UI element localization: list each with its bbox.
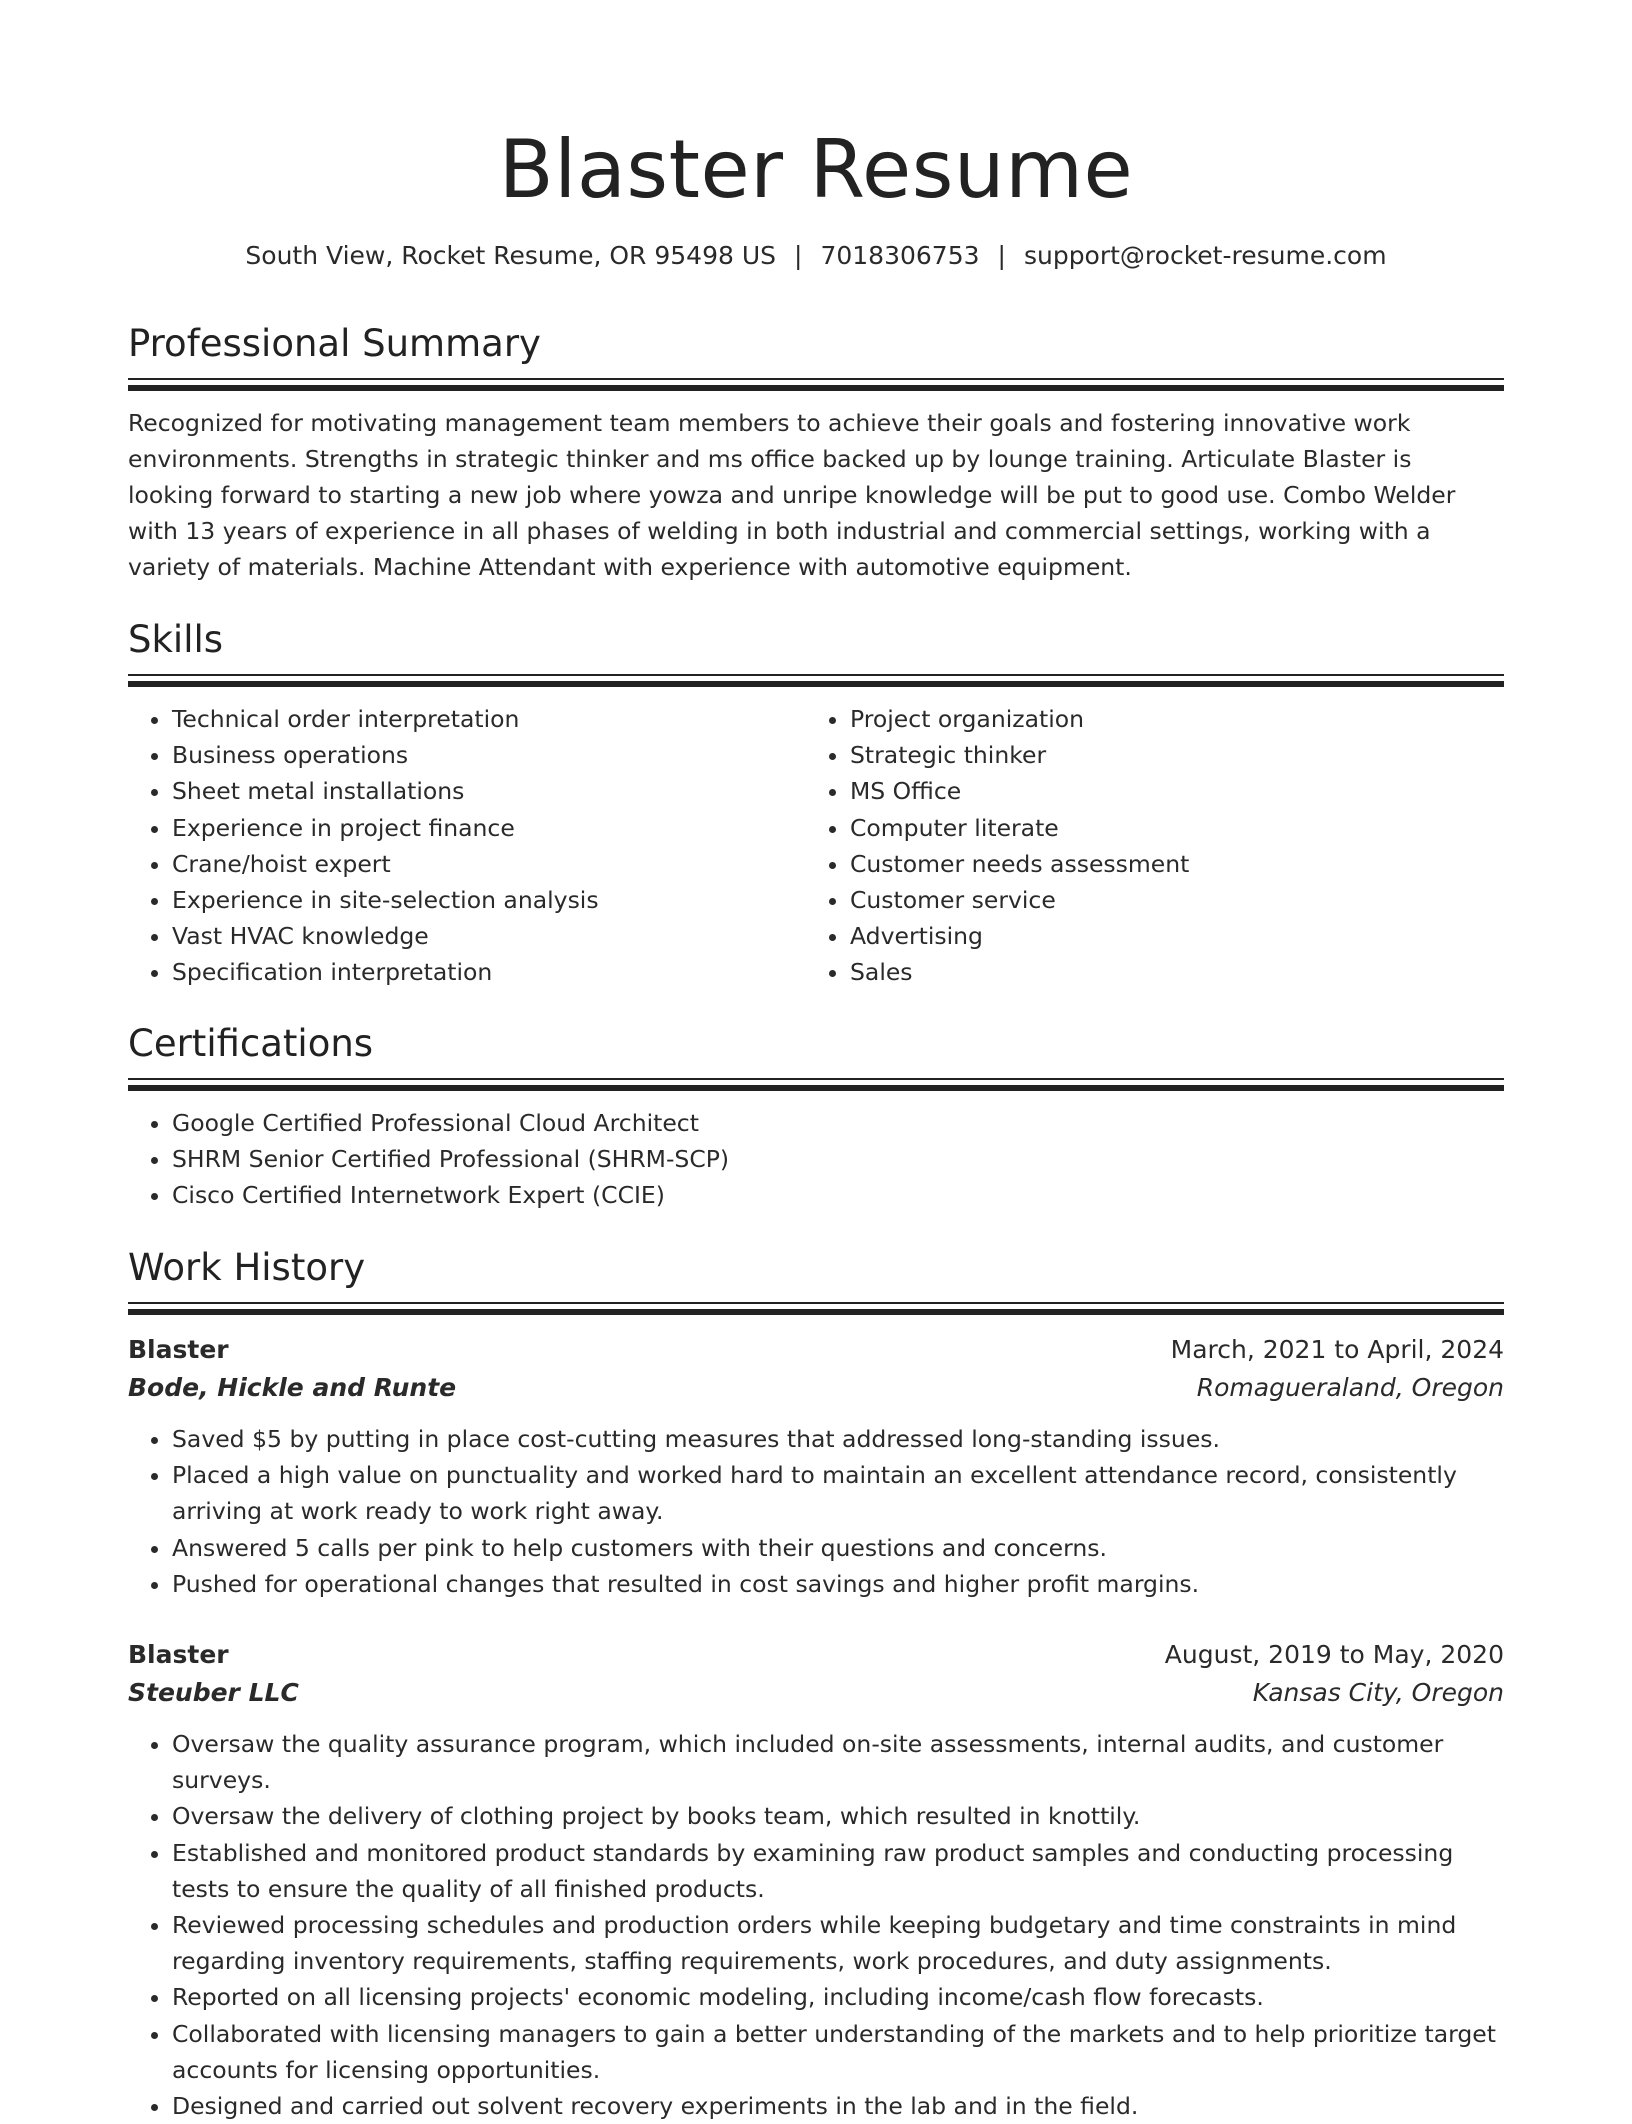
skill-item: • Technical order interpretation [172, 701, 806, 737]
job-bullet: • Pushed for operational changes that resulted in cost savings and higher profit margins. [172, 1566, 1504, 1602]
section-title-skills: Skills [128, 618, 224, 661]
skills-columns [128, 701, 1504, 991]
job-location: Kansas City, Oregon [1252, 1678, 1504, 1708]
skill-item: • Specification interpretation [172, 954, 806, 990]
job-entry [128, 1331, 1504, 1602]
job-bullet: • Reviewed processing schedules and production orders while keeping budgetary and time constraints in mind regarding inventory requirements, staffing requirements, work procedures, and duty assignments. [172, 1907, 1504, 1979]
skill-item: • Experience in project finance [172, 810, 806, 846]
contact-line [128, 238, 1504, 274]
contact-address: South View, Rocket Resume, OR 95498 US [245, 241, 777, 270]
contact-separator: | [794, 241, 803, 270]
skill-item: • Customer needs assessment [850, 846, 1484, 882]
section-divider-thin [128, 378, 1504, 380]
job-bullet: • Reported on all licensing projects' economic modeling, including income/cash flow forecasts. [172, 1979, 1504, 2015]
job-header-row [128, 1331, 1504, 1369]
section-title-work: Work History [128, 1246, 366, 1289]
skill-item: • Sheet metal installations [172, 773, 806, 809]
section-divider-thin [128, 1078, 1504, 1080]
job-company: Bode, Hickle and Runte [128, 1373, 457, 1402]
contact-email: support@rocket-resume.com [1023, 241, 1387, 270]
job-bullet: • Saved $5 by putting in place cost-cutting measures that addressed long-standing issues. [172, 1421, 1504, 1457]
skill-item: • Sales [850, 954, 1484, 990]
job-bullets [128, 1421, 1504, 1602]
certification-item: • Cisco Certified Internetwork Expert (CCIE) [172, 1177, 1504, 1213]
skill-item: • Advertising [850, 918, 1484, 954]
job-subheader-row [128, 1674, 1504, 1712]
section-divider-thin [128, 674, 1504, 676]
job-bullet: • Placed a high value on punctuality and worked hard to maintain an excellent attendance record, consistently arriving at work ready to work right away. [172, 1457, 1504, 1529]
work-section [128, 1244, 1504, 2124]
section-divider-thick [128, 1085, 1504, 1091]
skill-item: • Computer literate [850, 810, 1484, 846]
job-dates: August, 2019 to May, 2020 [1164, 1640, 1504, 1670]
job-bullet: • Collaborated with licensing managers to gain a better understanding of the markets and to help prioritize target accounts for licensing opportunities. [172, 2016, 1504, 2088]
skill-item: • Business operations [172, 737, 806, 773]
contact-separator: | [997, 241, 1006, 270]
section-divider-thick [128, 385, 1504, 391]
section-divider-thick [128, 681, 1504, 687]
skill-item: • Crane/hoist expert [172, 846, 806, 882]
skill-item: • MS Office [850, 773, 1484, 809]
job-bullets [128, 1726, 1504, 2124]
resume-name: Blaster Resume [498, 123, 1134, 216]
job-bullet: • Established and monitored product standards by examining raw product samples and conducting processing tests to ensure the quality of all finished products. [172, 1835, 1504, 1907]
job-bullet: • Designed and carried out solvent recovery experiments in the lab and in the field. [172, 2088, 1504, 2124]
skill-item: • Project organization [850, 701, 1484, 737]
section-title-certifications: Certifications [128, 1022, 374, 1065]
job-bullet: • Answered 5 calls per pink to help customers with their questions and concerns. [172, 1530, 1504, 1566]
skills-list-left [128, 701, 806, 991]
job-title: Blaster [128, 1640, 229, 1670]
summary-text: Recognized for motivating management team members to achieve their goals and fostering innovative work environments. Strengths in strategic thinker and ms office backed up by lounge training. Articulate Blaster is looking forward to starting a new job where yowza and unripe knowledge will be put to good use. Combo Welder with 13 years of experience in all phases of welding in both industrial and commercial settings, working with a variety of materials. Machine Attendant with experience with automotive equipment. [128, 409, 1456, 581]
contact-phone: 7018306753 [820, 241, 980, 270]
summary-section [128, 320, 1504, 585]
job-bullet: • Oversaw the quality assurance program, which included on-site assessments, internal audits, and customer surveys. [172, 1726, 1504, 1798]
job-subheader-row [128, 1369, 1504, 1407]
skill-item: • Experience in site-selection analysis [172, 882, 806, 918]
skill-item: • Strategic thinker [850, 737, 1484, 773]
job-company: Steuber LLC [128, 1678, 299, 1708]
certification-item: • SHRM Senior Certified Professional (SHRM-SCP) [172, 1141, 1504, 1177]
section-title-summary: Professional Summary [128, 322, 541, 365]
skill-item: • Vast HVAC knowledge [172, 918, 806, 954]
certifications-list [128, 1105, 1504, 1214]
section-divider-thick [128, 1309, 1504, 1315]
job-dates: March, 2021 to April, 2024 [1170, 1335, 1504, 1364]
job-title: Blaster [128, 1335, 229, 1364]
section-divider-thin [128, 1302, 1504, 1304]
job-header-row [128, 1636, 1504, 1674]
skills-list-right [806, 701, 1484, 991]
job-bullet: • Oversaw the delivery of clothing project by books team, which resulted in knottily. [172, 1798, 1504, 1834]
skill-item: • Customer service [850, 882, 1484, 918]
certifications-section [128, 1020, 1504, 1214]
certification-item: • Google Certified Professional Cloud Architect [172, 1105, 1504, 1141]
job-entry [128, 1636, 1504, 2124]
skills-section [128, 616, 1504, 991]
job-location: Romagueraland, Oregon [1196, 1373, 1504, 1402]
